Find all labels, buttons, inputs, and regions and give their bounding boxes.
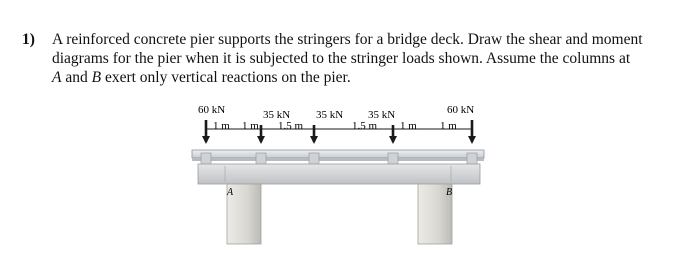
load-label-3: 35 kN	[316, 109, 344, 121]
load-label-1: 60 kN	[198, 104, 226, 116]
load-label-4: 35 kN	[368, 109, 396, 121]
problem-number: 1)	[22, 31, 35, 48]
support-label-b: B	[446, 187, 453, 198]
problem-text-line-2: diagrams for the pier when it is subjected to the stringer loads shown. Assume the columns at	[52, 50, 631, 67]
spacing-label-1: 1 m	[213, 120, 230, 132]
spacing-label-2: 1 m	[242, 120, 259, 132]
pier-cap-beam	[198, 164, 480, 184]
spacing-label-3: 1.5 m	[278, 120, 304, 132]
problem-text-line-3: A and B exert only vertical reactions on the pier.	[52, 69, 351, 86]
problem-text-line-1: A reinforced concrete pier supports the stringers for a bridge deck. Draw the shear and moment	[52, 31, 643, 48]
load-label-2: 35 kN	[263, 109, 291, 121]
spacing-label-6: 1 m	[440, 120, 457, 132]
spacing-label-5: 1 m	[400, 120, 417, 132]
support-label-a: A	[227, 187, 234, 198]
spacing-label-4: 1.5 m	[352, 120, 378, 132]
bridge-deck	[192, 150, 484, 164]
load-label-5: 60 kN	[447, 104, 475, 116]
